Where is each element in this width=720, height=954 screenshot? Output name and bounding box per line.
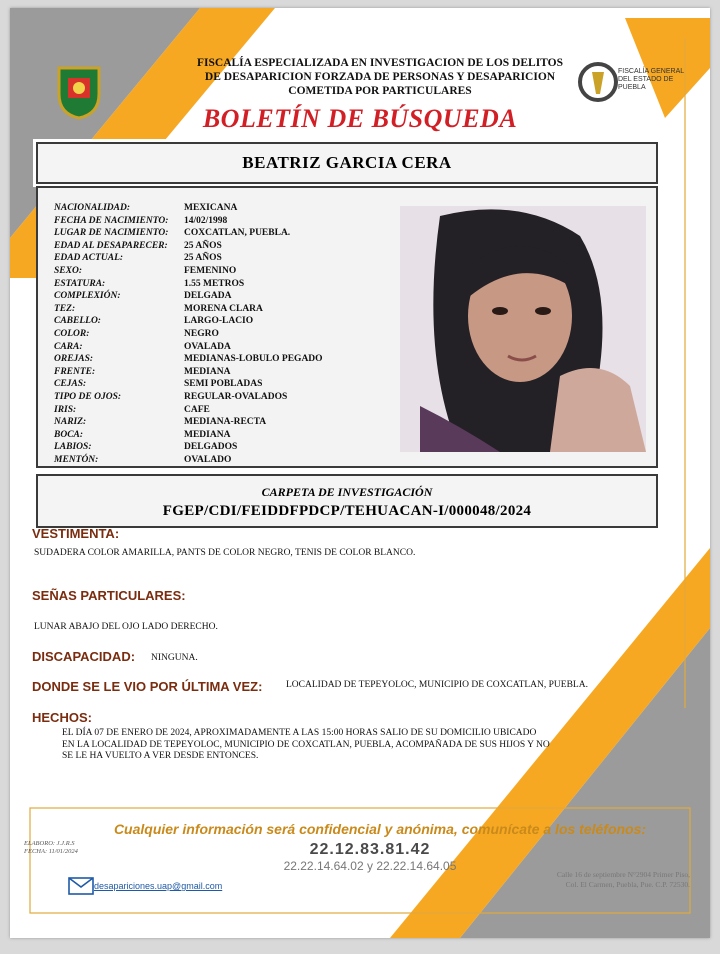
email-contact[interactable] [68, 877, 222, 895]
field-row [54, 391, 394, 404]
field-label: CEJAS: [54, 379, 87, 390]
case-file-label: CARPETA DE INVESTIGACIÓN [261, 485, 433, 499]
person-name: BEATRIZ GARCIA CERA [242, 153, 452, 172]
field-label: COMPLEXIÓN: [54, 291, 121, 302]
distinctive-marks-heading: SEÑAS PARTICULARES: [32, 588, 186, 603]
contact-callout: Cualquier información será confidencial y anónima, comunícate a los teléfonos: [113, 821, 647, 837]
main-phone[interactable]: 22.12.83.81.42 [309, 841, 431, 858]
field-label: NACIONALIDAD: [54, 203, 131, 213]
field-value: DELGADOS [184, 442, 238, 453]
fiscalia-puebla-logo [578, 54, 708, 114]
field-row [54, 429, 394, 442]
field-value: SEMI POBLADAS [184, 379, 263, 390]
field-label: TIPO DE OJOS: [54, 391, 122, 402]
field-value: DELGADA [184, 291, 232, 302]
field-row [54, 366, 394, 379]
field-row [54, 416, 394, 429]
field-value: NEGRO [184, 328, 219, 339]
physical-description-list [54, 202, 394, 466]
facts-text: EL DÍA 07 DE ENERO DE 2024, APROXIMADAMENTE A LAS 15:00 HORAS SALIO DE SU DOMICILIO UBICADO EN LA LOCALIDAD DE TEPEYOLOC, MUNICIPIO DE COXCATLAN, PUEBLA, ACOMPAÑADA DE SUS HIJOS Y NO SE LE HA VUELTO A VER DESDE ENTONCES. [62, 728, 550, 761]
field-value: MEDIANA [184, 366, 231, 377]
field-label: FECHA DE NACIMIENTO: [54, 215, 169, 226]
last-seen-text: LOCALIDAD DE TEPEYOLOC, MUNICIPIO DE COXCATLAN, PUEBLA. [286, 680, 588, 690]
field-row [54, 265, 394, 278]
field-label: COLOR: [54, 328, 90, 339]
alt-phones[interactable]: 22.22.14.64.02 y 22.22.14.64.05 [283, 859, 457, 873]
field-row [54, 290, 394, 303]
field-row [54, 315, 394, 328]
field-row [54, 303, 394, 316]
agency-line-1: FISCALÍA ESPECIALIZADA EN INVESTIGACION DE LOS DELITOS [197, 57, 563, 69]
fiscalia-emblem-icon [578, 54, 618, 110]
field-value: 1.55 METROS [184, 278, 245, 289]
field-value: MEDIANA [184, 429, 231, 440]
field-row [54, 441, 394, 454]
field-label: BOCA: [54, 429, 84, 440]
field-value: REGULAR-OVALADOS [184, 391, 288, 402]
field-label: NARIZ: [54, 417, 87, 428]
field-row [54, 240, 394, 253]
field-row [54, 215, 394, 228]
field-row [54, 404, 394, 417]
email-address[interactable]: desapariciones.uap@gmail.com [94, 881, 223, 891]
agency-line-3: COMETIDA POR PARTICULARES [288, 85, 472, 97]
clothing-text: SUDADERA COLOR AMARILLA, PANTS DE COLOR NEGRO, TENIS DE COLOR BLANCO. [34, 548, 416, 558]
field-value: 14/02/1998 [184, 215, 228, 226]
bulletin-title: BOLETÍN DE BÚSQUEDA [202, 104, 518, 133]
field-label: EDAD AL DESAPARECER: [54, 240, 168, 251]
field-row [54, 378, 394, 391]
facts-heading: HECHOS: [32, 710, 92, 725]
field-value: MEDIANA-RECTA [184, 417, 267, 428]
distinctive-marks-text: LUNAR ABAJO DEL OJO LADO DERECHO. [34, 622, 218, 632]
field-label: IRIS: [54, 404, 77, 415]
field-row [54, 202, 394, 215]
field-row [54, 341, 394, 354]
person-details-box [36, 186, 658, 468]
field-value: OVALADA [184, 341, 231, 352]
field-label: OREJAS: [54, 354, 94, 365]
disability-heading: DISCAPACIDAD: [32, 649, 136, 664]
field-value: MEXICANA [184, 203, 238, 213]
field-label: MENTÓN: [54, 454, 99, 465]
field-label: LUGAR DE NACIMIENTO: [54, 228, 169, 239]
field-value: 25 AÑOS [184, 240, 222, 251]
state-shield-logo [56, 64, 102, 120]
field-value: MORENA CLARA [184, 303, 263, 314]
person-name-box [36, 142, 658, 184]
field-row [54, 454, 394, 467]
clothing-heading: VESTIMENTA: [32, 526, 120, 541]
field-label: TEZ: [54, 303, 76, 314]
fiscalia-logo-text: FISCALÍA GENERAL DEL ESTADO DE PUEBLA [618, 68, 685, 91]
field-value: MEDIANAS-LOBULO PEGADO [184, 354, 323, 365]
disability-text: NINGUNA. [151, 653, 198, 663]
field-value: CAFE [184, 404, 210, 415]
field-row [54, 227, 394, 240]
envelope-icon [68, 877, 94, 895]
last-seen-heading: DONDE SE LE VIO POR ÚLTIMA VEZ: [32, 679, 263, 694]
field-value: 25 AÑOS [184, 253, 222, 264]
case-file-box [36, 474, 658, 528]
field-label: LABIOS: [54, 442, 92, 453]
field-label: CABELLO: [54, 316, 101, 327]
prepared-by: ELABORO: J.J.R.S FECHA: 11/01/2024 [24, 840, 78, 855]
case-file-number: FGEP/CDI/FEIDDFPDCP/TEHUACAN-I/000048/2024 [162, 503, 532, 519]
agency-heading [160, 56, 600, 98]
field-label: FRENTE: [54, 366, 96, 377]
field-value: OVALADO [184, 454, 232, 465]
bulletin-page [10, 8, 710, 938]
field-label: EDAD ACTUAL: [54, 253, 124, 264]
field-row [54, 353, 394, 366]
field-value: FEMENINO [184, 265, 237, 276]
field-value: LARGO-LACIO [184, 316, 254, 327]
field-label: ESTATURA: [54, 278, 106, 289]
field-row [54, 278, 394, 291]
person-photo [400, 206, 646, 452]
field-label: SEXO: [54, 265, 82, 276]
field-label: CARA: [54, 341, 83, 352]
field-value: COXCATLAN, PUEBLA. [184, 228, 291, 239]
field-row [54, 252, 394, 265]
office-address: Calle 16 de septiembre N°2904 Primer Piso, Col. El Carmen, Puebla, Pue. C.P. 72530. [556, 870, 690, 889]
agency-line-2: DE DESAPARICION FORZADA DE PERSONAS Y DESAPARICION [204, 71, 556, 83]
field-row [54, 328, 394, 341]
